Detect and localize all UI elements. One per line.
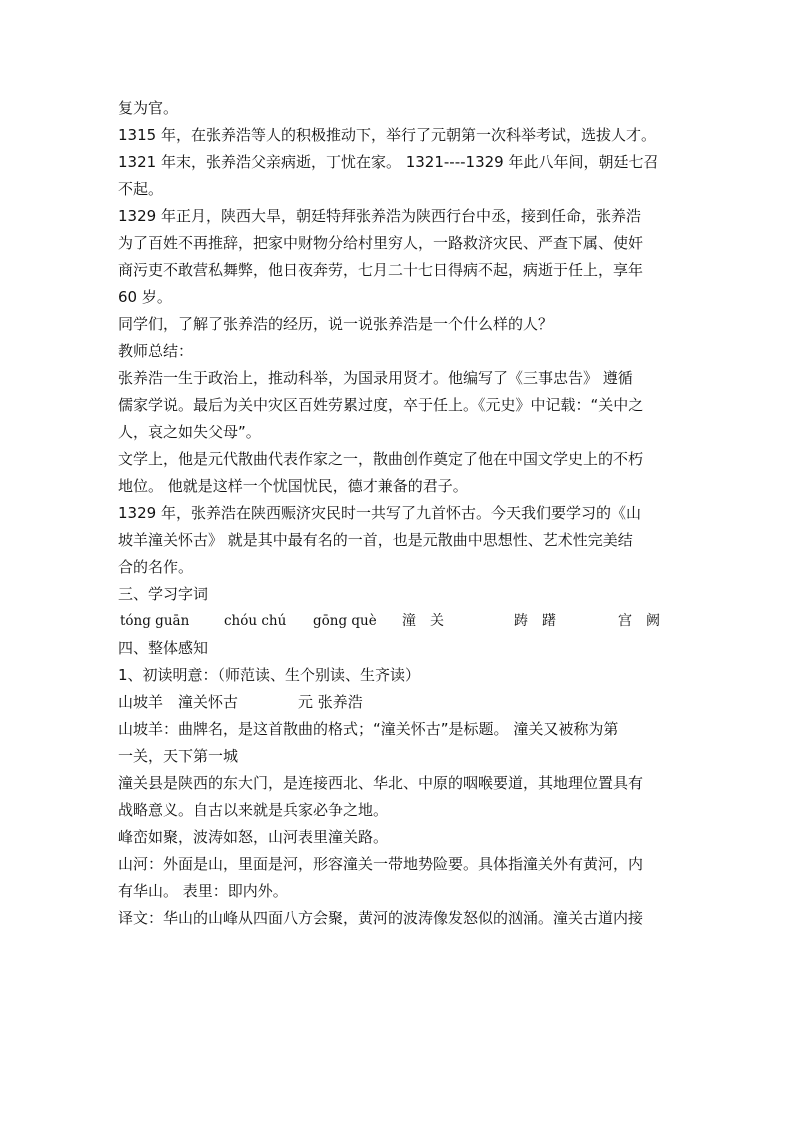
text-line: 为了百姓不再推辞，把家中财物分给村里穷人，一路救济灾民、严查下属、使奸: [118, 234, 644, 252]
text-line: 张养浩一生于政治上，推动科举，为国录用贤才。他编写了《三事忠告》 遵循: [118, 369, 633, 387]
text-line: 复为官。: [118, 99, 179, 117]
text-line: 同学们，了解了张养浩的经历，说一说张养浩是一个什么样的人？: [118, 315, 554, 333]
text-line: 教师总结：: [118, 342, 194, 360]
vocab-pinyin-gongque: gōng què: [313, 613, 377, 629]
text-line: 山河：外面是山，里面是河，形容潼关一带地势险要。具体指潼关外有黄河，内: [118, 855, 644, 873]
text-line: 地位。 他就是这样一个忧国忧民，德才兼备的君子。: [118, 477, 468, 495]
text-line: 1329 年，张养浩在陕西赈济灾民时一共写了九首怀古。今天我们要学习的《山: [118, 504, 641, 522]
text-line: 商污吏不敢营私舞弊，他日夜奔劳，七月二十七日得病不起，病逝于任上，享年: [118, 261, 644, 279]
text-line: 山坡羊：曲牌名，是这首散曲的格式；“潼关怀古”是标题。 潼关又被称为第: [118, 720, 619, 738]
text-line: 合的名作。: [118, 558, 194, 576]
text-line: 战略意义。自古以来就是兵家必争之地。: [118, 801, 389, 819]
text-line: 1329 年正月，陕西大旱，朝廷特拜张养浩为陕西行台中丞，接到任命，张养浩: [118, 207, 641, 225]
text-line: 潼关县是陕西的东大门，是连接西北、华北、中原的咽喉要道，其地理位置具有: [118, 774, 644, 792]
text-line: 有华山。 表里：即内外。: [118, 882, 288, 900]
text-line: 儒家学说。最后为关中灾区百姓劳累过度，卒于任上。《元史》中记载：“关中之: [118, 396, 644, 414]
text-line: 译文：华山的山峰从四面八方会聚，黄河的波涛像发怒似的汹涌。潼关古道内接: [118, 909, 644, 927]
vocab-word-tongguan: 潼 关: [402, 613, 444, 629]
text-line: 一关，天下第一城: [118, 747, 239, 765]
vocab-word-chouchu: 踌 躇: [514, 613, 556, 629]
section-heading: 四、整体感知: [118, 639, 209, 657]
poem-line: 峰峦如聚，波涛如怒，山河表里潼关路。: [118, 828, 389, 846]
text-line: 坡羊潼关怀古》 就是其中最有名的一首，也是元散曲中思想性、艺术性完美结: [118, 531, 633, 549]
section-heading: 三、学习字词: [118, 585, 209, 603]
text-line: 1315 年，在张养浩等人的积极推动下，举行了元朝第一次科举考试，选拔人才。: [118, 126, 656, 144]
text-line: 1321 年末，张养浩父亲病逝，丁忧在家。 1321----1329 年此八年间，朝廷七召: [118, 153, 659, 171]
document-body: [118, 95, 678, 932]
text-line: 1、初读明意：（师范读、生个别读、生齐读）: [118, 666, 421, 684]
text-line: 60 岁。: [118, 288, 172, 306]
vocab-row: [118, 608, 678, 635]
text-line: 不起。: [118, 180, 164, 198]
poem-title-line: 山坡羊 潼关怀古 元 张养浩: [118, 693, 363, 711]
text-line: 人，哀之如失父母”。: [118, 423, 261, 441]
vocab-pinyin-tongguan: tóng guān: [120, 613, 190, 629]
vocab-word-gongque: 宫 阙: [618, 613, 660, 629]
vocab-pinyin-chouchu: chóu chú: [224, 613, 287, 629]
text-line: 文学上，他是元代散曲代表作家之一，散曲创作奠定了他在中国文学史上的不朽: [118, 450, 644, 468]
